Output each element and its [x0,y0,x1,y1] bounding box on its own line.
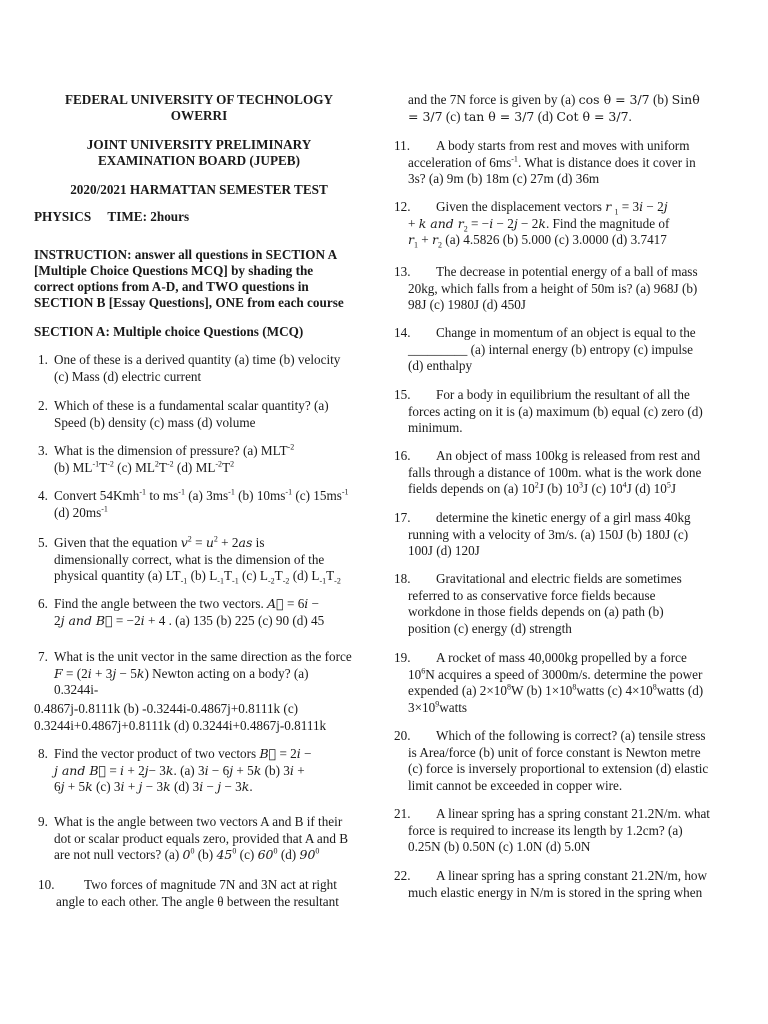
question-5: 5. Given that the equation $v^2 = u^2 + 2as$ is dimensionally correct, what is the dimension of the physical quantity (a) $LT_{-1}$ (b) $L_{-1}T_{-1}$ (c) $L_{-2}T_{-2}$ (d) $L_{-1}T_{-2}$ [38,534,341,586]
question-7: 7. What is the unit vector in the same direction as the force F = (2i + 3j − 5k) Newton acting on a body? (a) 0.3244i- [38,649,352,697]
question-13: 13. The decrease in potential energy of a ball of mass 20kg, which falls from a height of 50m is? (a) 968J (b) 98J (c) 1980J (d) 450J [394,264,698,312]
question-1: 1. One of these is a derived quantity (a) time (b) velocity (c) Mass (d) electric current [38,352,341,384]
question-4: 4. Convert 54Kmh$^{-1}$ to $ms^{-1}$ (a) $3ms^{-1}$ (b) $10ms^{-1}$ (c) $15ms^{-1}$ (d) $20ms^{-1}$ [38,487,349,520]
question-9: 9. What is the angle between two vectors A and B if their dot or scalar product equals zero, provided that A and B are not null vectors? (a) $0^0$ (b) $45^0$ (c) $60^0$ (d) $90^0$ [38,814,349,862]
question-19: 19. A rocket of mass 40,000kg propelled by a force $10^6N$ acquires a speed of 3000m/s. determine the power expended (a) $2\times 10^8W$ (b) $1\times 10^8watts$ (c) $4\times 10^8watts$ (d) $3\times 10^9watts$ [394,650,704,715]
question-21: 21. A linear spring has a spring constant 21.2N/m. what force is required to increase its length by 1.2cm? (a) 0.25N (b) 0.50N (c) 1.0N (d) 5.0N [394,806,710,854]
question-8: 8. Find the vector product of two vectors B⃗ = 2i − j and B⃗ = i + 2j− 3k. (a) 3i − 6j + 5k (b) 3i + 6j + 5k (c) 3i + j − 3k (d) 3i − j − 3k. [38,746,312,794]
question-17: 17. determine the kinetic energy of a girl mass 40kg running with a velocity of 3m/s. (a) 150J (b) 180J (c) 100J (d) 120J [394,510,691,558]
board-title: JOINT UNIVERSITY PRELIMINARY EXAMINATION BOARD (JUPEB) [86,137,312,168]
question-12: 12. Given the displacement vectors r $_1$ = 3i − 2j + k and $r_2 = -i - 2j - 2k$. Find the magnitude of $r_1 + r_2$ (a) 4.5826 (b) 5.000 (c) 3.0000 (d) 3.7417 [394,199,670,250]
question-11: 11. A body starts from rest and moves with uniform acceleration of $6ms^{-1}$. What is distance does it cover in 3s? (a) 9m (b) 18m (c) 27m (d) 36m [394,138,696,186]
question-22: 22. A linear spring has a spring constant 21.2N/m, how much elastic energy in N/m is stored in the spring when [394,868,708,900]
question-16: 16. An object of mass 100kg is released from rest and falls through a distance of 100m. what is the work done fields depends on (a) $10^2J$ (b) $10^3J$ (c) $10^4J$ (d) $10^5J$ [394,448,702,496]
section-a-title: SECTION A: Multiple choice Questions (MCQ) [34,324,304,339]
instruction-block: INSTRUCTION: answer all questions in SECTION A [Multiple Choice Questions MCQ] by shading the correct options from A-D, and TWO questions in SECTION B [Essay Questions], ONE from each course [34,247,344,310]
question-10: 10. Two forces of magnitude 7N and 3N act at right angle to each other. The angle θ between the resultant [38,877,339,909]
session-title: 2020/2021 HARMATTAN SEMESTER TEST [70,182,328,197]
question-6: 6. Find the angle between the two vectors. A⃗ = 6i − 2j and B⃗ = −2i + 4 . (a) 135 (b) 225 (c) 90 (d) 45 [38,596,325,628]
question-15: 15. For a body in equilibrium the resultant of all the forces acting on it is (a) maximum (b) equal (c) zero (d) minimum. [394,387,703,435]
question-14: 14. Change in momentum of an object is equal to the _________ (a) internal energy (b) entropy (c) impulse (d) enthalpy [394,325,696,373]
question-20: 20. Which of the following is correct? (a) tensile stress is Area/force (b) unit of force constant is Newton metre (c) force is inversely proportional to extension (d) elastic limit cannot be exceeded in copper wire. [394,728,709,793]
question-3: 3. What is the dimension of pressure? (a) $MLT^{-2}$ (b) $ML^{-1}T^{-2}$ (c) $ML^2T^{-2}$ (d) $ML^{-2}T^2$ [38,442,295,475]
question-7-options-line2: 0.3244i+0.4867j+0.8111k (d) 0.3244i+0.4867j-0.8111k [34,718,327,733]
subject-line: PHYSICS TIME: 2hours [34,209,190,224]
question-10-continued: and the 7N force is given by (a) cos θ = 3/7 (b) Sinθ = 3/7 (c) tan θ = 3/7 (d) Cot θ = 3/7. [408,92,700,124]
university-title: FEDERAL UNIVERSITY OF TECHNOLOGY OWERRI [64,92,334,123]
question-7-options-line1: 0.4867j-0.8111k (b) -0.3244i-0.4867j+0.8111k (c) [34,701,299,716]
question-2: 2. Which of these is a fundamental scalar quantity? (a) Speed (b) density (c) mass (d) volume [38,398,329,430]
question-18: 18. Gravitational and electric fields are sometimes referred to as conservative force fields because workdone in those fields depends on (a) path (b) position (c) energy (d) strength [394,571,682,636]
